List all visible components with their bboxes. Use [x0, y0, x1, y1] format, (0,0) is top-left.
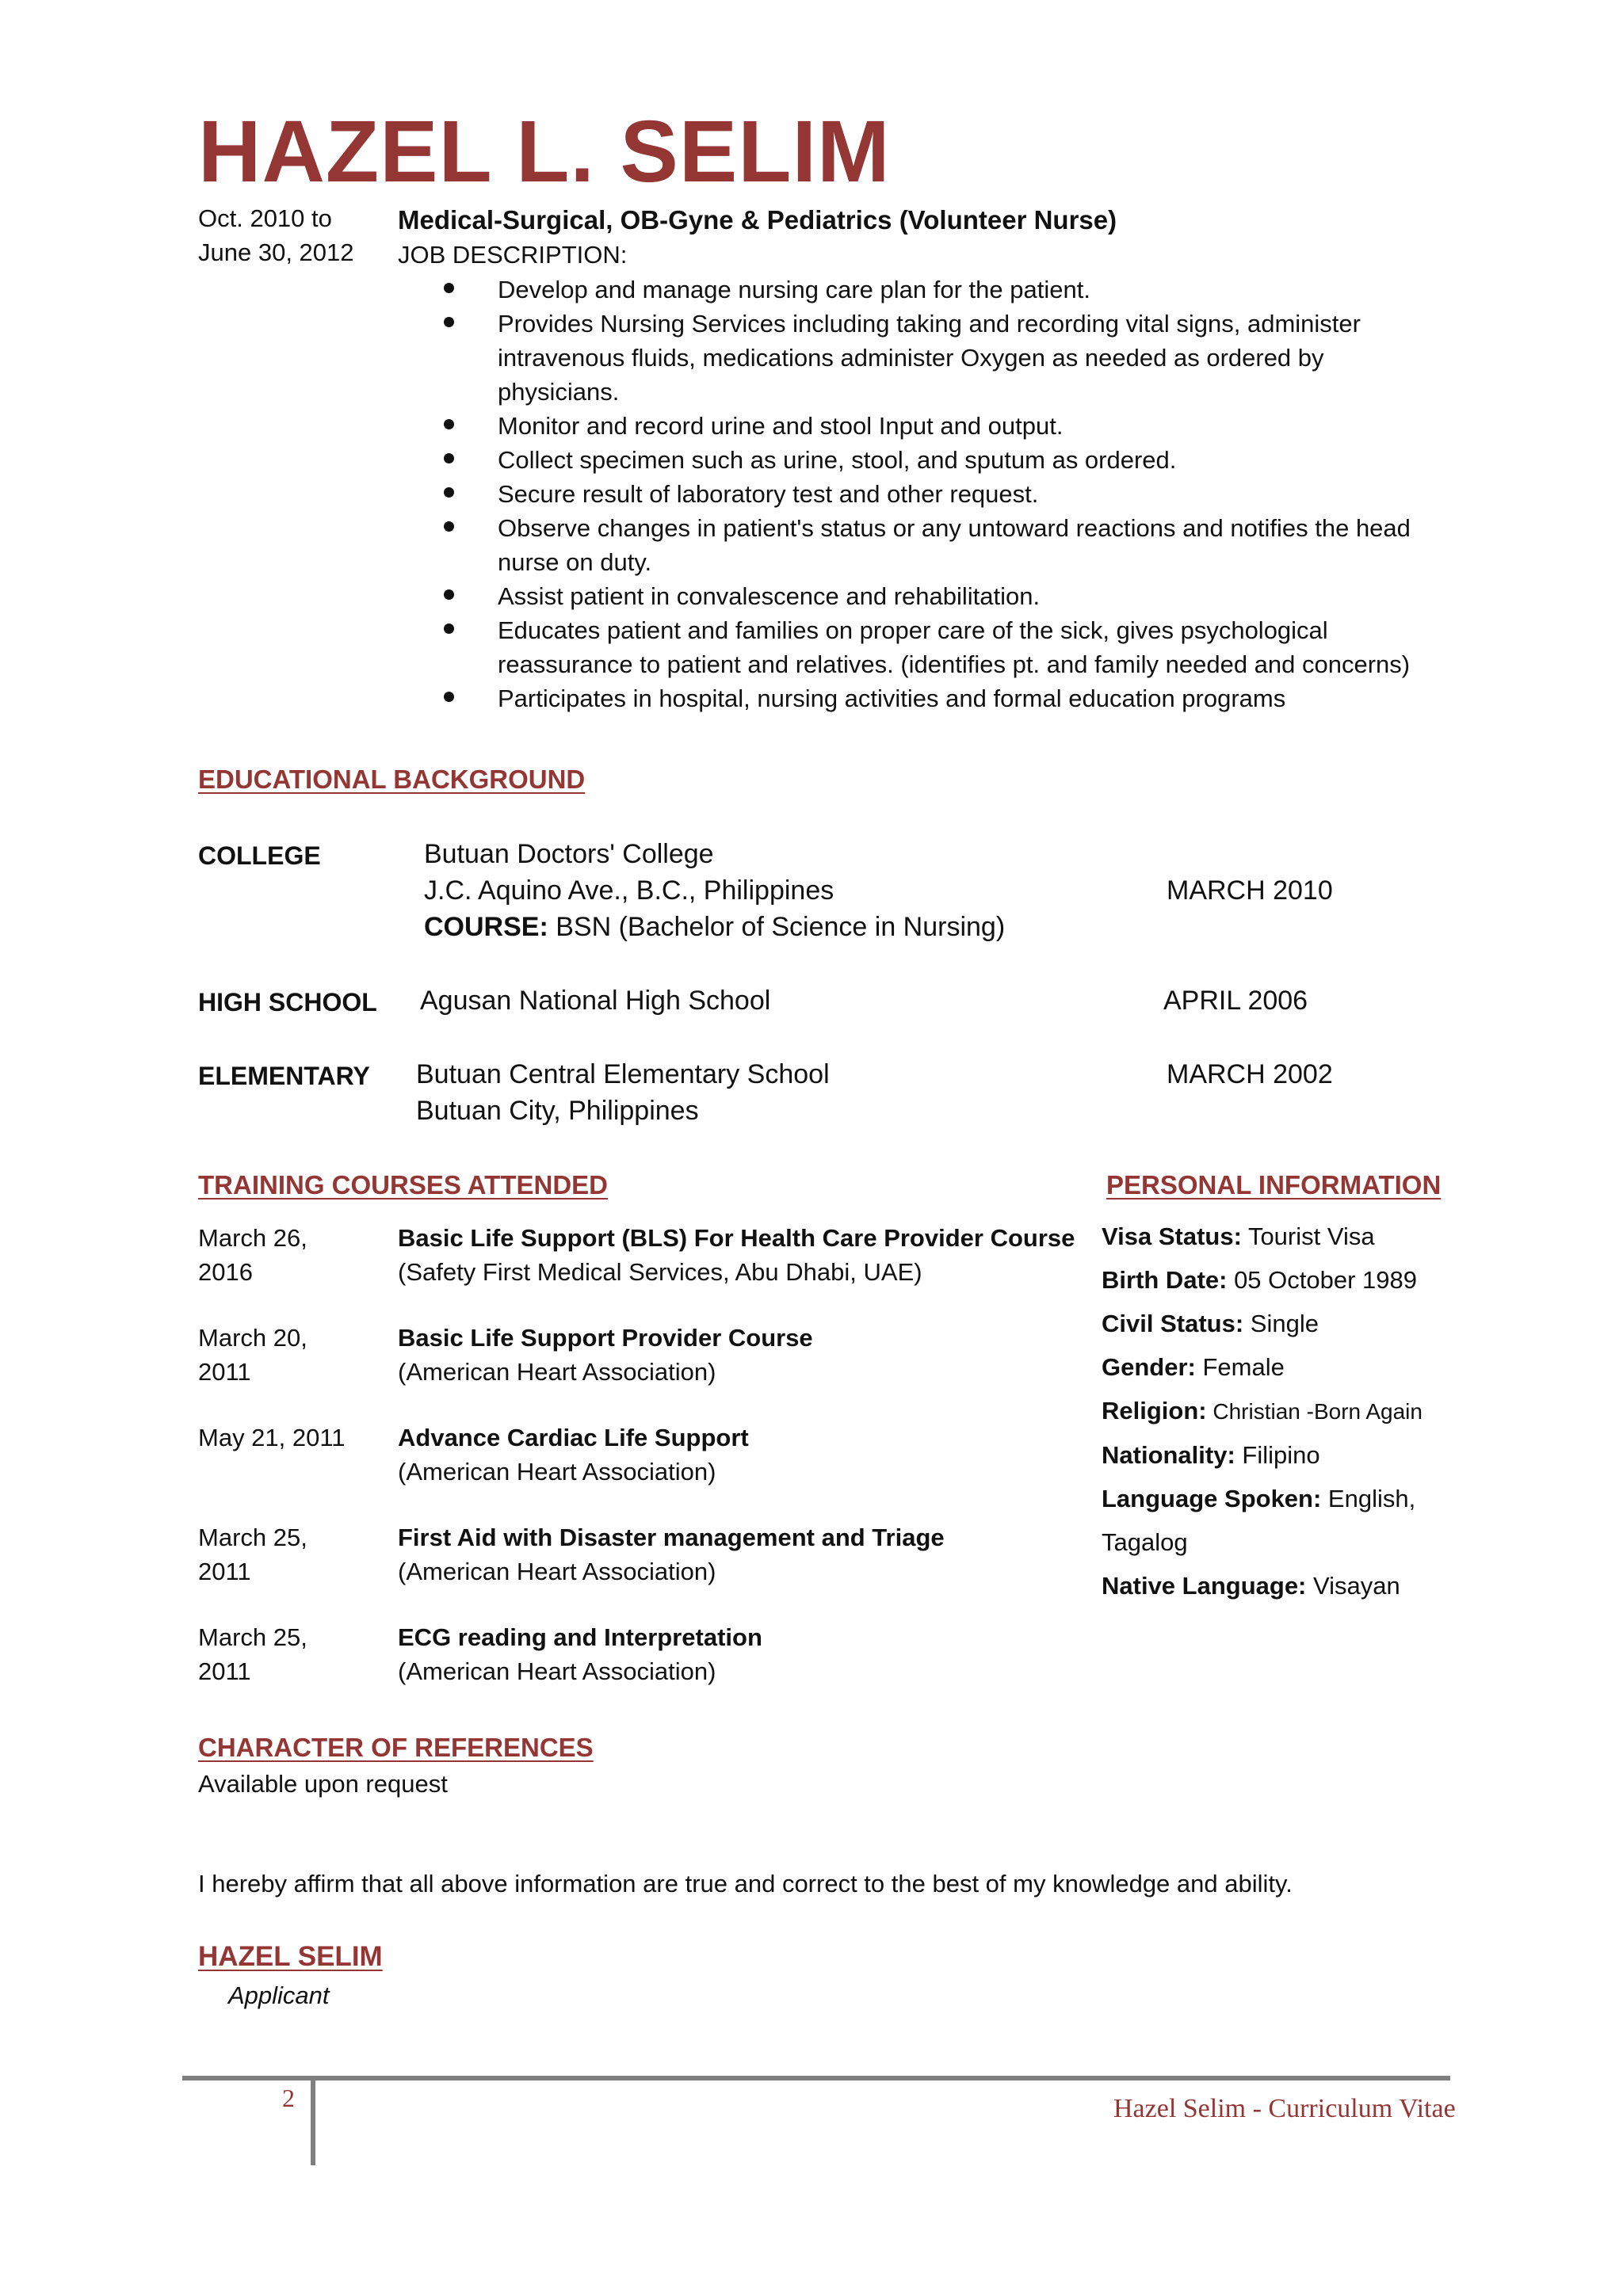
highschool-level: HIGH SCHOOL: [198, 988, 377, 1016]
training-org: (American Heart Association): [398, 1657, 716, 1685]
footer-divider: [311, 2078, 315, 2165]
bullet-icon: [444, 453, 454, 463]
highschool-date: APRIL 2006: [1163, 986, 1308, 1016]
language-spoken-cont: Tagalog: [1102, 1528, 1188, 1556]
nationality: Nationality: Filipino: [1102, 1441, 1320, 1469]
list-item: Provides Nursing Services including taking and recording vital signs, administer: [498, 307, 1488, 341]
references-text: Available upon request: [198, 1770, 448, 1798]
training-date-year: 2016: [198, 1258, 253, 1286]
signature-name: HAZEL SELIM: [198, 1941, 383, 1972]
bullet-icon: [444, 487, 454, 498]
training-title: First Aid with Disaster management and Triage: [398, 1524, 945, 1551]
list-item: Participates in hospital, nursing activities and formal education programs: [498, 681, 1488, 715]
language-spoken: Language Spoken: English,: [1102, 1485, 1416, 1512]
list-item: Secure result of laboratory test and other request.: [498, 477, 1488, 511]
training-title: ECG reading and Interpretation: [398, 1623, 762, 1651]
bullet-icon: [444, 419, 454, 429]
experience-title: Medical-Surgical, OB-Gyne & Pediatrics (Volunteer Nurse): [398, 205, 1117, 235]
training-date-year: 2011: [198, 1558, 251, 1585]
job-description-list: [498, 273, 1488, 715]
bullet-icon: [444, 317, 454, 327]
elementary-date: MARCH 2002: [1167, 1059, 1333, 1089]
applicant-name: HAZEL L. SELIM: [198, 103, 891, 200]
gender: Gender: Female: [1102, 1353, 1285, 1381]
training-org: (American Heart Association): [398, 1358, 716, 1386]
references-heading: CHARACTER OF REFERENCES: [198, 1733, 594, 1762]
elementary-school: Butuan Central Elementary School: [416, 1059, 830, 1089]
job-description-label: JOB DESCRIPTION:: [398, 241, 628, 269]
visa-status: Visa Status: Tourist Visa: [1102, 1222, 1375, 1250]
elementary-level: ELEMENTARY: [198, 1062, 370, 1090]
signature-role: Applicant: [228, 1981, 330, 2009]
training-date: March 25,: [198, 1623, 307, 1651]
list-item: Educates patient and families on proper care of the sick, gives psychological: [498, 613, 1488, 647]
list-item-continuation: reassurance to patient and relatives. (identifies pt. and family needed and concerns): [498, 650, 1411, 678]
bullet-icon: [444, 521, 454, 532]
training-title: Basic Life Support (BLS) For Health Care Provider Course: [398, 1224, 1075, 1252]
training-title: Advance Cardiac Life Support: [398, 1424, 749, 1451]
training-org: (American Heart Association): [398, 1458, 716, 1486]
training-date: March 20,: [198, 1324, 307, 1352]
experience-date-start: Oct. 2010 to: [198, 204, 332, 232]
personal-heading: PERSONAL INFORMATION: [1106, 1170, 1442, 1199]
list-item: Develop and manage nursing care plan for the patient.: [498, 273, 1488, 307]
highschool-school: Agusan National High School: [420, 986, 771, 1016]
experience-date-end: June 30, 2012: [198, 238, 354, 266]
education-heading: EDUCATIONAL BACKGROUND: [198, 765, 586, 794]
list-item: Assist patient in convalescence and rehabilitation.: [498, 579, 1488, 613]
native-language: Native Language: Visayan: [1102, 1572, 1400, 1600]
college-address: J.C. Aquino Ave., B.C., Philippines: [424, 875, 834, 906]
training-org: (Safety First Medical Services, Abu Dhabi, UAE): [398, 1258, 922, 1286]
training-date: March 26,: [198, 1224, 307, 1252]
training-heading: TRAINING COURSES ATTENDED: [198, 1170, 609, 1199]
list-item-continuation: nurse on duty.: [498, 548, 652, 576]
page-number: 2: [282, 2084, 295, 2112]
list-item-continuation: physicians.: [498, 378, 620, 406]
training-title: Basic Life Support Provider Course: [398, 1324, 813, 1352]
civil-status: Civil Status: Single: [1102, 1310, 1319, 1337]
bullet-icon: [444, 692, 454, 702]
footer-rule: [182, 2076, 1450, 2081]
birth-date: Birth Date: 05 October 1989: [1102, 1266, 1418, 1294]
religion: Religion: Christian -Born Again: [1102, 1397, 1423, 1425]
college-school: Butuan Doctors' College: [424, 839, 714, 869]
college-level: COLLEGE: [198, 841, 321, 870]
bullet-icon: [444, 624, 454, 634]
list-item: Observe changes in patient's status or any untoward reactions and notifies the head: [498, 511, 1488, 545]
training-org: (American Heart Association): [398, 1558, 716, 1585]
training-date-year: 2011: [198, 1657, 251, 1685]
elementary-address: Butuan City, Philippines: [416, 1096, 699, 1126]
personal-info-list: [1102, 1215, 1423, 1608]
bullet-icon: [444, 589, 454, 600]
bullet-icon: [444, 283, 454, 293]
list-item: Monitor and record urine and stool Input and output.: [498, 409, 1488, 443]
list-item-continuation: intravenous fluids, medications administer Oxygen as needed as ordered by: [498, 344, 1324, 372]
list-item: Collect specimen such as urine, stool, and sputum as ordered.: [498, 443, 1488, 477]
training-date: March 25,: [198, 1524, 307, 1551]
college-course: COURSE: BSN (Bachelor of Science in Nursing): [424, 912, 1006, 942]
affirmation-text: I hereby affirm that all above information are true and correct to the best of my knowledge and ability.: [198, 1870, 1293, 1897]
college-date: MARCH 2010: [1167, 875, 1333, 906]
training-date: May 21, 2011: [198, 1424, 346, 1451]
footer-title: Hazel Selim - Curriculum Vitae: [1113, 2094, 1456, 2123]
training-date-year: 2011: [198, 1358, 251, 1386]
